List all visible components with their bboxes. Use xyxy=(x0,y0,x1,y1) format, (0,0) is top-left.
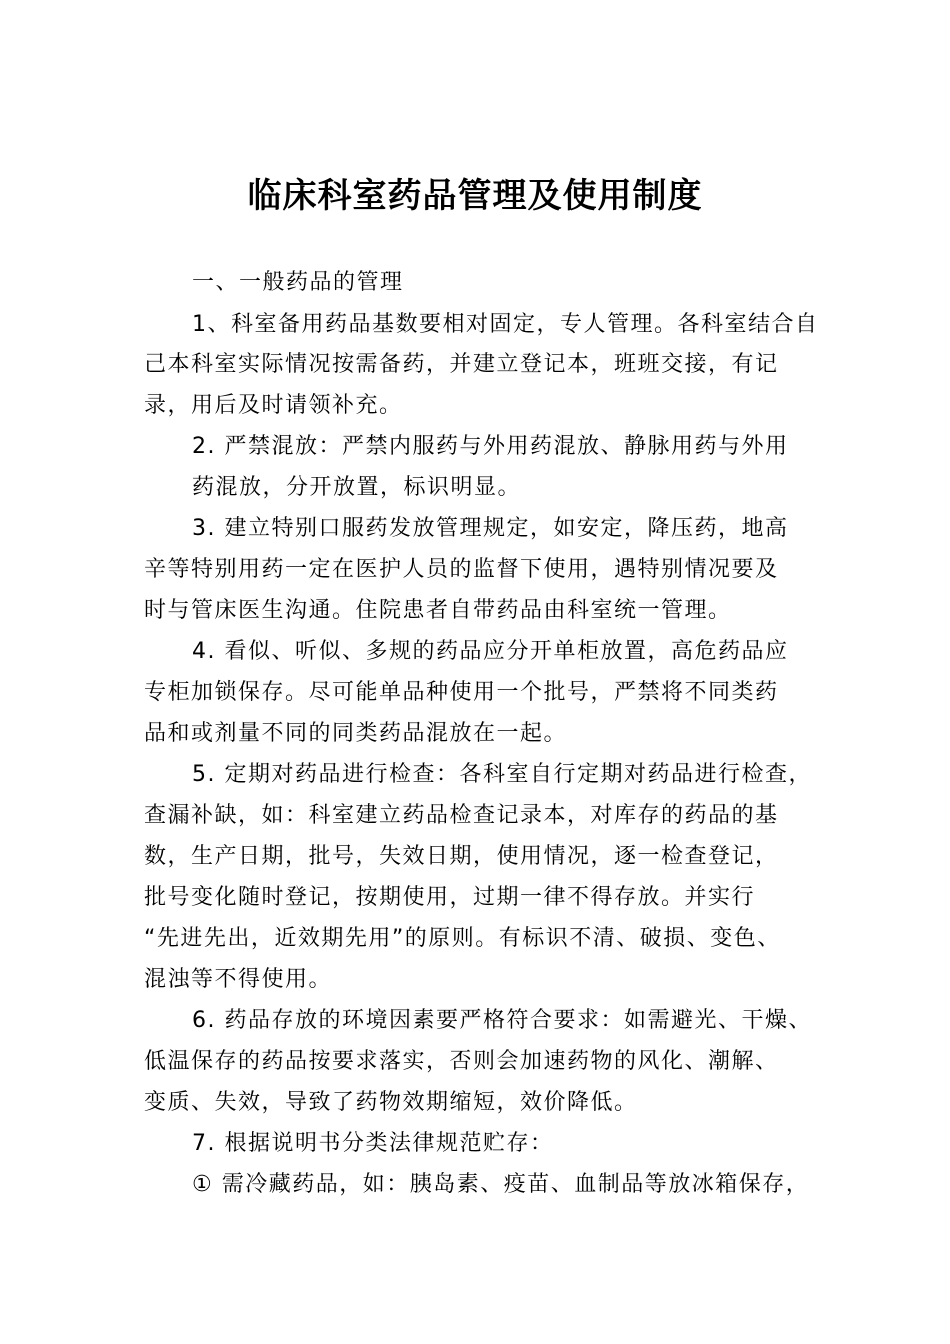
paragraph-line: 录，用后及时请领补充。 xyxy=(144,393,403,418)
paragraph-line: 品和或剂量不同的同类药品混放在一起。 xyxy=(144,721,568,746)
section-heading: 一、一般药品的管理 xyxy=(192,270,404,295)
paragraph-line: 1、科室备用药品基数要相对固定，专人管理。各科室结合自 xyxy=(192,312,819,337)
paragraph-line: 混浊等不得使用。 xyxy=(144,967,333,992)
paragraph-line: 5. 定期对药品进行检查：各科室自行定期对药品进行检查， xyxy=(192,762,812,787)
paragraph-line: 低温保存的药品按要求落实，否则会加速药物的风化、潮解、 xyxy=(144,1049,779,1074)
paragraph-line: 变质、失效，导致了药物效期缩短，效价降低。 xyxy=(144,1090,638,1115)
paragraph-line: 批号变化随时登记，按期使用，过期一律不得存放。并实行 xyxy=(144,885,756,910)
paragraph-line: 查漏补缺，如：科室建立药品检查记录本，对库存的药品的基 xyxy=(144,803,779,828)
paragraph-line: 时与管床医生沟通。住院患者自带药品由科室统一管理。 xyxy=(144,598,732,623)
paragraph-line: 4. 看似、听似、多规的药品应分开单柜放置，高危药品应 xyxy=(192,639,789,664)
document-title: 临床科室药品管理及使用制度 xyxy=(247,176,703,216)
paragraph-line: 数，生产日期，批号，失效日期，使用情况，逐一检查登记， xyxy=(144,844,779,869)
paragraph-line: 专柜加锁保存。尽可能单品种使用一个批号，严禁将不同类药 xyxy=(144,680,779,705)
paragraph-line: 2. 严禁混放：严禁内服药与外用药混放、静脉用药与外用 xyxy=(192,434,789,459)
paragraph-line: 药混放，分开放置，标识明显。 xyxy=(192,475,522,500)
paragraph-line: “先进先出，近效期先用”的原则。有标识不清、破损、变色、 xyxy=(144,926,781,951)
paragraph-line: ① 需冷藏药品，如：胰岛素、疫苗、血制品等放冰箱保存， xyxy=(192,1172,810,1197)
paragraph-line: 6. 药品存放的环境因素要严格符合要求：如需避光、干燥、 xyxy=(192,1008,812,1033)
paragraph-line: 3. 建立特别口服药发放管理规定，如安定，降压药，地高 xyxy=(192,516,789,541)
paragraph-line: 己本科室实际情况按需备药，并建立登记本，班班交接，有记 xyxy=(144,352,779,377)
paragraph-line: 辛等特别用药一定在医护人员的监督下使用，遇特别情况要及 xyxy=(144,557,779,582)
paragraph-line: 7. 根据说明书分类法律规范贮存： xyxy=(192,1131,554,1156)
